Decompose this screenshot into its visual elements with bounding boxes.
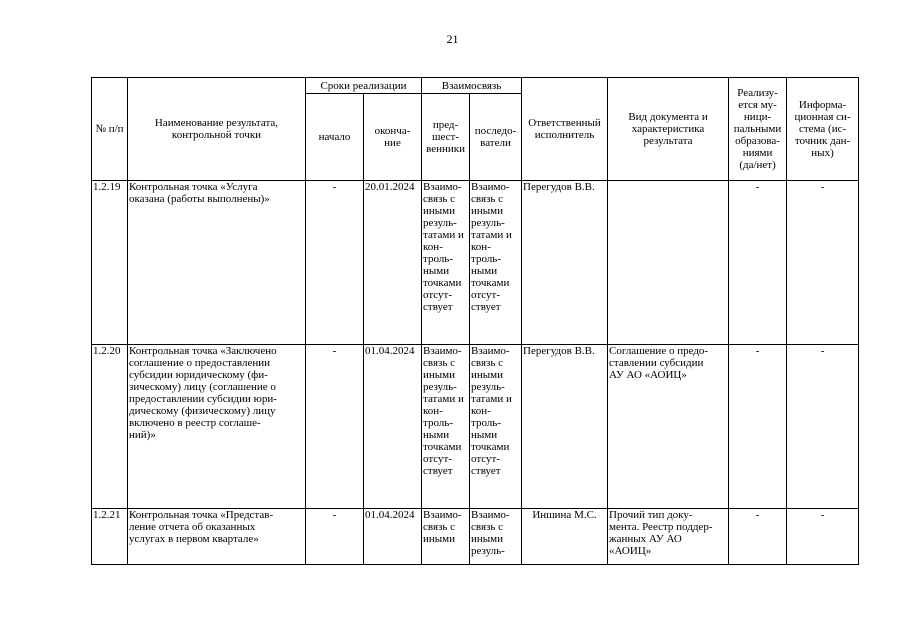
row-pred: Взаимо- связь с иными резуль- татами и кон- троль- ными точками отсут- ствует (422, 181, 470, 345)
header-end: оконча- ние (364, 94, 422, 181)
header-resp: Ответственный исполнитель (522, 78, 608, 181)
row-pred: Взаимо- связь с иными резуль- татами и кон- троль- ными точками отсут- ствует (422, 345, 470, 509)
header-start: начало (306, 94, 364, 181)
row-start: - (306, 345, 364, 509)
table-row (92, 345, 859, 509)
header-num: № п/п (92, 78, 128, 181)
header-posl: последо- ватели (470, 94, 522, 181)
row-num: 1.2.21 (92, 509, 128, 565)
row-pred: Взаимо- связь с иными (422, 509, 470, 565)
row-info: - (787, 181, 859, 345)
table-row (92, 509, 859, 565)
row-doc: Прочий тип доку- мента. Реестр поддер- жанных АУ АО «АОИЦ» (608, 509, 729, 565)
row-start: - (306, 181, 364, 345)
row-posl: Взаимо- связь с иными резуль- (470, 509, 522, 565)
header-sroki: Сроки реализации (306, 78, 422, 94)
page-number: 21 (446, 32, 459, 46)
header-realiz: Реализу- ется му- ници- пальными образова- ниями (да/нет) (729, 78, 787, 181)
row-info: - (787, 345, 859, 509)
row-resp: Перегудов В.В. (522, 181, 608, 345)
row-end: 01.04.2024 (364, 509, 422, 565)
header-info: Информа- ционная си- стема (ис- точник дан- ных) (787, 78, 859, 181)
row-posl: Взаимо- связь с иными резуль- татами и кон- троль- ными точками отсут- ствует (470, 181, 522, 345)
row-info: - (787, 509, 859, 565)
row-realiz: - (729, 181, 787, 345)
row-num: 1.2.20 (92, 345, 128, 509)
row-realiz: - (729, 509, 787, 565)
row-start: - (306, 509, 364, 565)
row-name: Контрольная точка «Заключено соглашение о предоставлении субсидии юридическому (фи- зическому) лицу (соглашение о предоставлении субсидии юри- дическому (физическому) лицу включено в реестр соглаше- ний)» (128, 345, 306, 509)
row-posl: Взаимо- связь с иными резуль- татами и кон- троль- ными точками отсут- ствует (470, 345, 522, 509)
row-end: 01.04.2024 (364, 345, 422, 509)
row-name: Контрольная точка «Услуга оказана (работы выполнены)» (128, 181, 306, 345)
header-vzaim: Взаимосвязь (422, 78, 522, 94)
row-name: Контрольная точка «Представ- ление отчета об оказанных услугах в первом квартале» (128, 509, 306, 565)
row-num: 1.2.19 (92, 181, 128, 345)
header-name: Наименование результата, контрольной точки (128, 78, 306, 181)
row-end: 20.01.2024 (364, 181, 422, 345)
row-realiz: - (729, 345, 787, 509)
row-doc: Соглашение о предо- ставлении субсидии АУ АО «АОИЦ» (608, 345, 729, 509)
row-resp: Иншина М.С. (522, 509, 608, 565)
table-row (92, 181, 859, 345)
results-table (91, 77, 859, 565)
header-doc: Вид документа и характеристика результата (608, 78, 729, 181)
header-pred: пред- шест- венники (422, 94, 470, 181)
row-doc (608, 181, 729, 345)
row-resp: Перегудов В.В. (522, 345, 608, 509)
